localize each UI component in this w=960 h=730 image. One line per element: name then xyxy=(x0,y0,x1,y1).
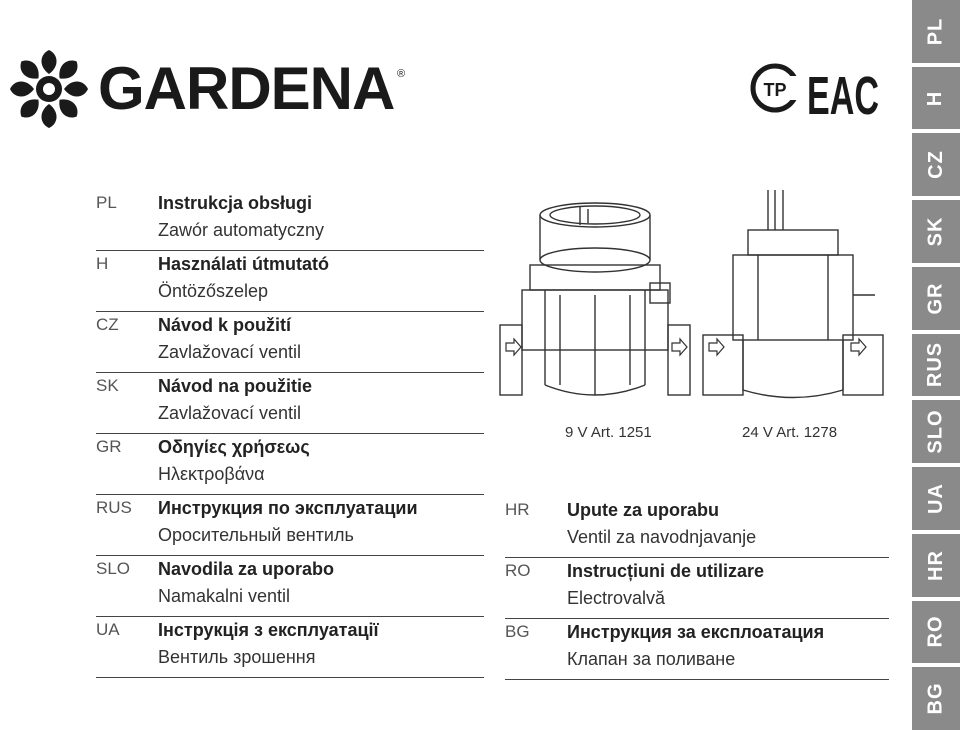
divider xyxy=(96,677,484,678)
sidebar-tab-label: CZ xyxy=(924,150,947,180)
language-code: PL xyxy=(96,193,117,212)
sidebar-tab-label: BG xyxy=(924,682,947,715)
language-code: H xyxy=(96,254,109,273)
product-subtitle: Ventil za navodnjavanje xyxy=(567,527,757,547)
valve-24v-illustration xyxy=(703,185,883,415)
product-subtitle: Zavlažovací ventil xyxy=(158,403,302,423)
divider xyxy=(96,555,484,556)
divider xyxy=(505,618,889,619)
sidebar-tab-sk[interactable] xyxy=(912,200,960,263)
product-label-9v: 9 V Art. 1251 xyxy=(565,424,652,441)
divider xyxy=(505,557,889,558)
sidebar-tab-ua[interactable] xyxy=(912,467,960,530)
manual-title: Инструкция по эксплуатации xyxy=(158,498,418,518)
sidebar-tab-h[interactable] xyxy=(912,67,960,130)
divider xyxy=(96,616,484,617)
sidebar-tab-cz[interactable] xyxy=(912,133,960,196)
eac-mark: EAC xyxy=(807,66,879,126)
sidebar-tab-label: UA xyxy=(924,482,947,514)
divider xyxy=(96,372,484,373)
language-code: SLO xyxy=(96,559,131,578)
manual-title: Návod k použití xyxy=(158,315,292,335)
sidebar-tab-label: H xyxy=(924,90,947,106)
product-subtitle: Ηλεκτροβάνα xyxy=(158,464,265,484)
divider xyxy=(505,679,889,680)
manual-title: Instrucțiuni de utilizare xyxy=(567,561,765,581)
manual-title: Οδηγίες χρήσεως xyxy=(158,437,310,457)
product-subtitle: Electrovalvă xyxy=(567,588,666,608)
manual-title: Инструкция за експлоатация xyxy=(567,622,825,642)
sidebar-tab-gr[interactable] xyxy=(912,267,960,330)
product-subtitle: Öntözőszelep xyxy=(158,281,269,301)
language-code: RO xyxy=(505,561,531,580)
sidebar-tab-label: GR xyxy=(924,282,947,315)
sidebar-tab-slo[interactable] xyxy=(912,400,960,463)
gardena-flower-icon xyxy=(8,48,90,130)
manual-title: Návod na použitie xyxy=(158,376,313,396)
language-code: SK xyxy=(96,376,119,395)
manual-title: Navodila za uporabo xyxy=(158,559,335,579)
language-code: BG xyxy=(505,622,530,641)
sidebar-tab-label: RO xyxy=(924,615,947,648)
sidebar-tab-label: RUS xyxy=(924,342,947,388)
manual-title: Upute za uporabu xyxy=(567,500,719,520)
product-subtitle: Namakalni ventil xyxy=(158,586,291,606)
language-code: HR xyxy=(505,500,530,519)
divider xyxy=(96,250,484,251)
language-code: GR xyxy=(96,437,122,456)
sidebar-tab-label: SLO xyxy=(924,409,947,454)
product-label-24v: 24 V Art. 1278 xyxy=(742,424,838,441)
sidebar-tab-label: SK xyxy=(924,216,947,247)
sidebar-tab-rus[interactable] xyxy=(912,334,960,397)
divider xyxy=(96,433,484,434)
manual-title: Інструкція з експлуатації xyxy=(158,620,379,640)
sidebar-tab-label: PL xyxy=(924,17,947,46)
divider xyxy=(96,494,484,495)
valve-9v-illustration xyxy=(500,185,695,415)
product-subtitle: Zawór automatyczny xyxy=(158,220,325,240)
eac-certification-icon xyxy=(748,58,883,126)
sidebar-tab-hr[interactable] xyxy=(912,534,960,597)
brand-name: GARDENA xyxy=(98,55,395,122)
product-subtitle: Вентиль зрошення xyxy=(158,647,316,667)
language-code: RUS xyxy=(96,498,132,517)
sidebar-tab-label: HR xyxy=(924,549,947,581)
gardena-logo xyxy=(8,48,408,130)
registered-mark: ® xyxy=(397,68,406,80)
product-subtitle: Оросительный вентиль xyxy=(158,525,354,545)
tp-mark: TP xyxy=(763,80,787,100)
product-subtitle: Клапан за поливане xyxy=(567,649,736,669)
sidebar-tab-bg[interactable] xyxy=(912,667,960,730)
manual-title: Használati útmutató xyxy=(158,254,330,274)
product-subtitle: Zavlažovací ventil xyxy=(158,342,302,362)
manual-title: Instrukcja obsługi xyxy=(158,193,313,213)
divider xyxy=(96,311,484,312)
language-code: CZ xyxy=(96,315,119,334)
language-tab-sidebar xyxy=(912,0,960,730)
sidebar-tab-ro[interactable] xyxy=(912,601,960,664)
language-code: UA xyxy=(96,620,120,639)
sidebar-tab-pl[interactable] xyxy=(912,0,960,63)
